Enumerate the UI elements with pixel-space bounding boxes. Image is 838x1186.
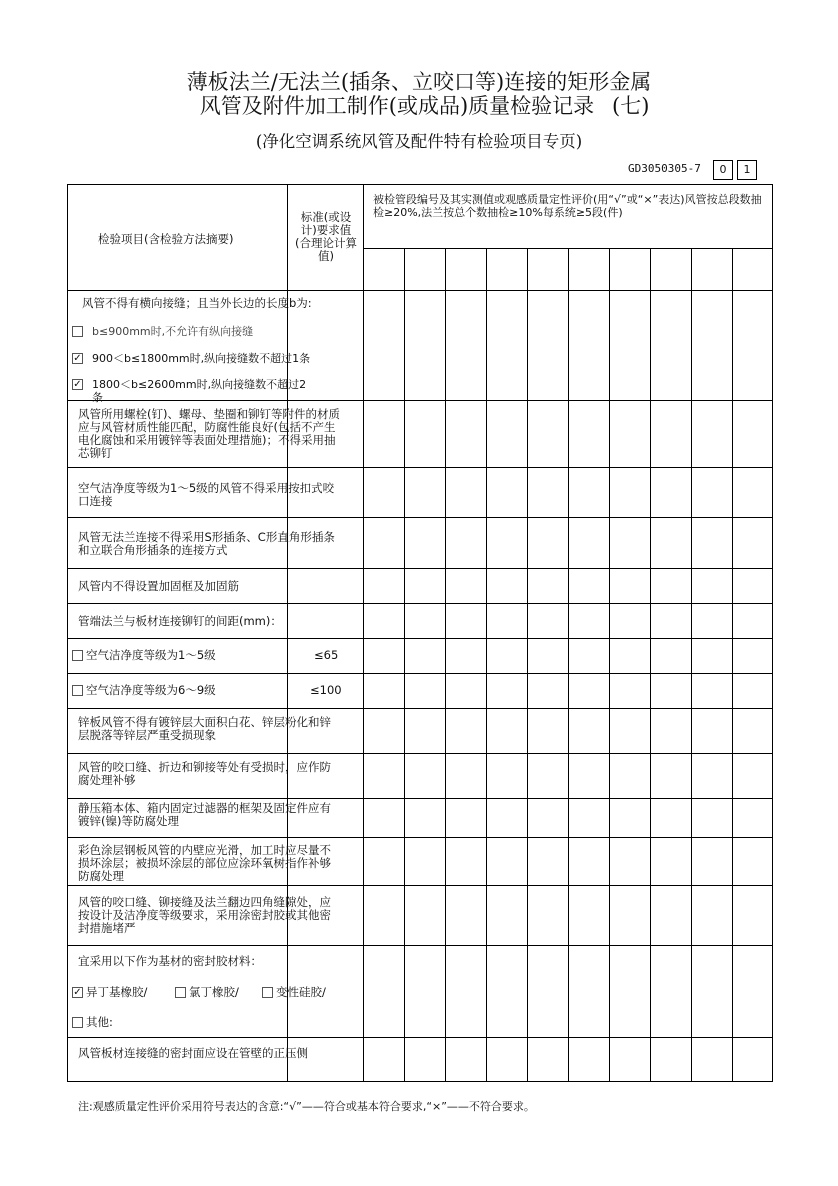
vline (404, 248, 405, 1081)
title-line2: 风管及附件加工制作(或成品)质量检验记录 (199, 94, 595, 118)
hline (68, 945, 772, 946)
vline (650, 248, 651, 1081)
header-standard: 标准(或设计)要求值(合理论计算值) (295, 210, 357, 263)
std-le65: ≤65 (314, 648, 339, 662)
option-b1800: 900＜b≤1800mm时,纵向接缝数不超过1条 (92, 352, 311, 365)
checkbox-b2600[interactable]: ✓ (73, 379, 82, 390)
vline (568, 248, 569, 1081)
title-line1: 薄板法兰/无法兰(插条、立咬口等)连接的矩形金属 (186, 70, 652, 94)
doc-code-box-2: 1 (737, 160, 757, 180)
hline (68, 603, 772, 604)
header-evaluation: 被检管段编号及其实测值或观感质量定性评价(用“√”或“×”表达)风管按总段数抽检≥20%,法兰按总个数抽检≥10%每系统≥5段(件) (373, 193, 762, 219)
option-b900: b≤900mm时,不允许有纵向接缝 (92, 325, 254, 338)
option-class-1-5: 空气洁净度等级为1～5级 (86, 648, 216, 662)
header-item: 检验项目(含检验方法摘要) (98, 232, 234, 246)
checkbox-b900[interactable] (72, 326, 83, 337)
hline (68, 467, 772, 468)
doc-code-box-1: 0 (713, 160, 733, 180)
hline (68, 568, 772, 569)
row-seam-repair: 风管的咬口缝、折边和铆接等处有受损时，应作防腐处理补够 (78, 760, 331, 787)
footnote: 注:观感质量定性评价采用符号表达的含意:“√”——符合或基本符合要求,“×”——不符合要求。 (78, 1100, 535, 1113)
hline (68, 1037, 772, 1038)
vline (287, 185, 288, 1081)
hline (68, 798, 772, 799)
vline (732, 248, 733, 1081)
row-plenum: 静压箱本体、箱内固定过滤器的框架及固定件应有镀锌(镍)等防腐处理 (78, 801, 331, 828)
checkbox-chloroprene[interactable] (175, 987, 186, 998)
doc-code: GD3050305-7 (628, 162, 701, 175)
hline (68, 673, 772, 674)
std-le100: ≤100 (310, 683, 342, 697)
checkbox-class-1-5[interactable] (72, 650, 83, 661)
inspection-table (67, 184, 773, 1082)
option-butyl: 异丁基橡胶/ (86, 985, 148, 999)
hline (68, 837, 772, 838)
row-reinforce: 风管内不得设置加固框及加固筋 (78, 579, 239, 593)
row-fasteners: 风管所用螺栓(钉)、螺母、垫圈和铆钉等附件的材质应与风管材质性能匹配，防腐性能良好(包括不产生电化腐蚀和采用镀锌等表面处理措施)；不得采用抽芯铆钉 (78, 407, 340, 460)
option-other: 其他: (86, 1015, 113, 1029)
checkbox-class-6-9[interactable] (72, 685, 83, 696)
row-sealing: 风管的咬口缝、铆接缝及法兰翻边四角缝隙处，应按设计及洁净度等级要求，采用涂密封胶或其他密封措施堵严 (78, 895, 331, 935)
hline (68, 753, 772, 754)
row-positive-side: 风管板材连接缝的密封面应设在管壁的正压侧 (78, 1046, 308, 1060)
vline (691, 248, 692, 1081)
vline (486, 248, 487, 1081)
option-class-6-9: 空气洁净度等级为6～9级 (86, 683, 216, 697)
row-color-steel: 彩色涂层钢板风管的内壁应光滑，加工时应尽量不损坏涂层；被损坏涂层的部位应涂环氧树指作补够防腐处理 (78, 843, 331, 883)
row-no-flange: 风管无法兰连接不得采用S形插条、C形直角形插条和立联合角形插条的连接方式 (78, 530, 335, 557)
vline (609, 248, 610, 1081)
option-chloroprene: 氯丁橡胶/ (189, 985, 239, 999)
hline (68, 708, 772, 709)
option-silicone: 变性硅胶/ (276, 985, 326, 999)
hline (68, 290, 772, 291)
row-snap-joint: 空气洁净度等级为1～5级的风管不得采用按扣式咬口连接 (78, 481, 335, 508)
row-zinc: 锌板风管不得有镀锌层大面积白花、锌层粉化和锌层脱落等锌层严重受损现象 (78, 715, 331, 742)
hline (68, 517, 772, 518)
vline (445, 248, 446, 1081)
checkbox-butyl[interactable]: ✓ (73, 987, 82, 998)
vline (527, 248, 528, 1081)
title-suffix: (七) (612, 94, 650, 118)
hline (68, 885, 772, 886)
checkbox-other[interactable] (72, 1017, 83, 1028)
vline (363, 185, 364, 1081)
checkbox-b1800[interactable]: ✓ (73, 353, 82, 364)
row-rivet-title: 管端法兰与板材连接铆钉的间距(mm)： (78, 614, 282, 628)
hline (68, 638, 772, 639)
option-b2600: 1800＜b≤2600mm时,纵向接缝数不超过2条 (92, 378, 307, 404)
row-seam-title: 风管不得有横向接缝；且当外长边的长度b为: (82, 296, 312, 310)
subtitle: (净化空调系统风管及配件特有检验项目专页) (255, 132, 583, 151)
row-sealant-title: 宜采用以下作为基材的密封胶材料： (78, 954, 262, 968)
checkbox-silicone[interactable] (262, 987, 273, 998)
